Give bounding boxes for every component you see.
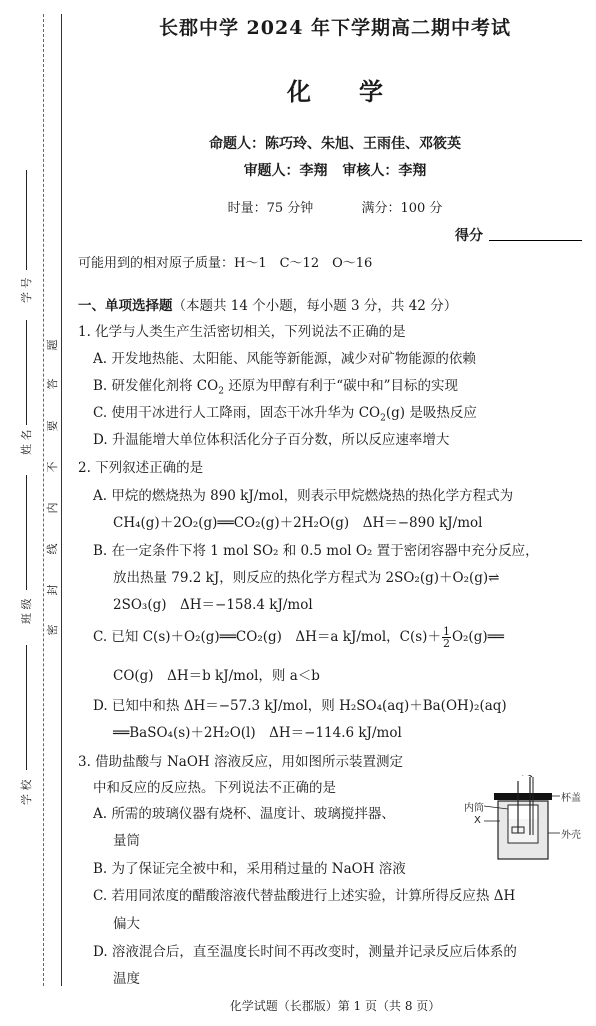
q3-option-a-line2: 量筒 bbox=[113, 833, 140, 849]
q1-option-c: C. 使用干冰进行人工降雨，固态干冰升华为 $CO_2(g)$ 是吸热反应 bbox=[93, 405, 477, 424]
name-blank[interactable] bbox=[26, 320, 27, 425]
q3-option-b: B. 为了保证完全被中和，采用稍过量的 NaOH 溶液 bbox=[93, 861, 406, 877]
q3-option-d-line2: 温度 bbox=[113, 971, 140, 987]
q3-stem: 3. 借助盐酸与 NaOH 溶液反应，用如图所示装置测定 bbox=[78, 754, 403, 770]
q1-option-b: B. 研发催化剂将 $CO_2$ 还原为甲醇有利于“碳中和”目标的实现 bbox=[93, 378, 459, 397]
q2-option-c-line2: CO(g) ΔH＝b kJ/mol，则 a＜b bbox=[113, 668, 320, 684]
q2-option-c: C. 已知 C(s)＋O₂(g)══CO₂(g) ΔH＝a kJ/mol，C(s)＋ $\frac{1}{2}$ O₂(g)══ bbox=[93, 625, 504, 650]
outer-shell-label: 外壳 bbox=[561, 830, 581, 841]
q1-option-d: D. 升温能增大单位体积活化分子百分数，所以反应速率增大 bbox=[93, 432, 450, 448]
margin-border-line bbox=[61, 14, 62, 986]
section-heading bbox=[78, 294, 457, 314]
q2-option-b-line2: 放出热量 79.2 kJ，则反应的热化学方程式为 2SO₂(g)＋O₂(g)⇌ bbox=[113, 570, 500, 586]
q2-option-b: B. 在一定条件下将 1 mol SO₂ 和 0.5 mol O₂ 置于密闭容器中充分反应， bbox=[93, 543, 539, 559]
seal-char: 内 bbox=[46, 502, 59, 514]
section-title: 一、单项选择题 bbox=[78, 298, 173, 314]
reviewers-line: 审题人：李翔 审核人：李翔 bbox=[243, 163, 427, 179]
q2-option-b-line3: 2SO₃(g) ΔH＝−158.4 kJ/mol bbox=[113, 597, 313, 613]
exam-title: 长郡中学 2024 年下学期高二期中考试 bbox=[158, 17, 512, 39]
inner-beaker-label: 内筒 bbox=[464, 803, 484, 814]
authors-line: 命题人：陈巧玲、朱旭、王雨佳、邓筱英 bbox=[209, 136, 461, 152]
q2-option-a-equation: CH₄(g)＋2O₂(g)══CO₂(g)＋2H₂O(g) ΔH＝−890 kJ/mol bbox=[113, 515, 483, 531]
q1-stem: 1. 化学与人类生产生活密切相关，下列说法不正确的是 bbox=[78, 324, 406, 340]
school-label: 学 校 bbox=[20, 779, 33, 805]
full-score: 满分：100 分 bbox=[361, 201, 443, 216]
q3-option-a: A. 所需的玻璃仪器有烧杯、温度计、玻璃搅拌器、 bbox=[93, 806, 395, 822]
student-id-label: 学 号 bbox=[20, 277, 33, 303]
seal-char: 封 bbox=[46, 584, 59, 596]
binding-margin bbox=[0, 0, 62, 1026]
class-blank[interactable] bbox=[26, 475, 27, 590]
time-limit: 时量：75 分钟 bbox=[227, 201, 314, 216]
q3-option-c: C. 若用同浓度的醋酸溶液代替盐酸进行上述实验，计算所得反应热 ΔH bbox=[93, 888, 516, 904]
seal-char: 答 bbox=[46, 378, 59, 390]
q2-stem: 2. 下列叙述正确的是 bbox=[78, 460, 204, 476]
q2-option-d: D. 已知中和热 ΔH＝−57.3 kJ/mol，则 H₂SO₄(aq)＋Ba(OH)₂(aq) bbox=[93, 698, 507, 714]
x-label: X bbox=[474, 815, 481, 826]
lid-label: 杯盖 bbox=[561, 793, 581, 804]
seal-char: 密 bbox=[46, 624, 59, 636]
seal-char: 题 bbox=[46, 339, 59, 351]
page-footer: 化学试题（长郡版）第 1 页（共 8 页） bbox=[229, 999, 441, 1013]
calorimeter-figure bbox=[464, 775, 590, 885]
q3-stem-line2: 中和反应的反应热。下列说法不正确的是 bbox=[93, 780, 336, 796]
subject-title: 化学 bbox=[287, 77, 431, 106]
seal-char: 线 bbox=[46, 543, 59, 555]
fraction-one-half: $\frac{1}{2}$ bbox=[442, 625, 450, 650]
section-note: （本题共 14 个小题，每小题 3 分，共 42 分） bbox=[172, 298, 458, 314]
school-blank[interactable] bbox=[26, 645, 27, 770]
q1-option-a: A. 开发地热能、太阳能、风能等新能源，减少对矿物能源的依赖 bbox=[93, 351, 476, 367]
seal-char: 不 bbox=[46, 461, 59, 473]
class-label: 班 级 bbox=[20, 598, 33, 624]
time-score-line bbox=[90, 197, 580, 216]
q2-option-a: A. 甲烷的燃烧热为 890 kJ/mol，则表示甲烷燃烧热的热化学方程式为 bbox=[93, 488, 514, 504]
student-id-blank[interactable] bbox=[26, 170, 27, 270]
atomic-masses: 可能用到的相对原子质量：H～1 C～12 O～16 bbox=[78, 256, 373, 271]
seal-char: 要 bbox=[46, 420, 59, 432]
score-label: 得分 bbox=[455, 228, 483, 244]
name-label: 姓 名 bbox=[20, 429, 33, 455]
q3-option-d: D. 溶液混合后，直至温度长时间不再改变时，测量并记录反应后体系的 bbox=[93, 944, 517, 960]
q3-option-c-line2: 偏大 bbox=[113, 916, 140, 932]
q2-option-d-line2: ══BaSO₄(s)＋2H₂O(l) ΔH＝−114.6 kJ/mol bbox=[113, 725, 402, 741]
score-blank[interactable] bbox=[489, 240, 582, 241]
